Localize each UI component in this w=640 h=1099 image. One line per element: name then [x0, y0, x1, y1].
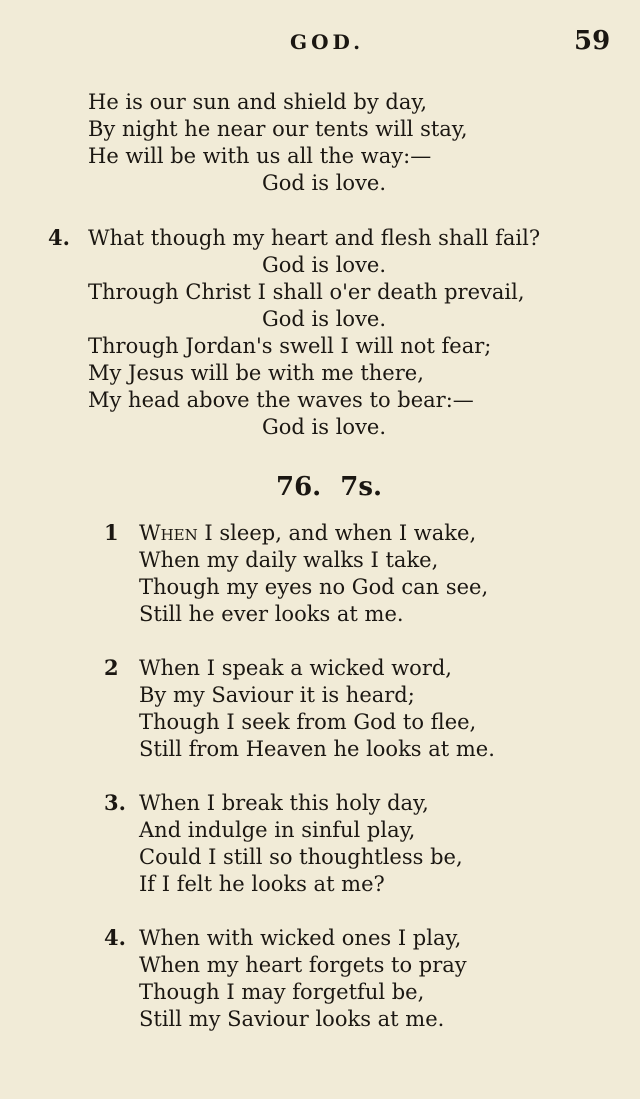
verse-line: By my Saviour it is heard;: [139, 683, 415, 707]
verse-line: He will be with us all the way:—: [88, 144, 432, 168]
verse-line: When with wicked ones I play,: [139, 926, 462, 950]
verse-line: Still from Heaven he looks at me.: [139, 737, 495, 761]
verse-line: If I felt he looks at me?: [139, 872, 385, 896]
verse-line: He is our sun and shield by day,: [88, 90, 428, 114]
stanza-number: 2: [104, 655, 119, 680]
verse-line: Still he ever looks at me.: [139, 602, 404, 626]
stanza-number: 3.: [104, 790, 126, 815]
stanza-number: 1: [104, 520, 119, 545]
stanza-number: 4.: [48, 225, 70, 250]
refrain-line: God is love.: [262, 171, 387, 195]
verse-line: Through Christ I shall o'er death prevail,: [88, 280, 525, 304]
first-line-rest: I sleep, and when I wake,: [197, 521, 477, 545]
verse-line: [139, 520, 476, 546]
stanza-number: 4.: [104, 925, 126, 950]
refrain-line: God is love.: [262, 307, 387, 331]
verse-line: Through Jordan's swell I will not fear;: [88, 334, 492, 358]
verse-line: My head above the waves to bear:—: [88, 388, 474, 412]
verse-line: And indulge in sinful play,: [139, 818, 416, 842]
verse-line: When I speak a wicked word,: [139, 656, 452, 680]
verse-line: Though I may forgetful be,: [139, 980, 425, 1004]
hymn-heading: 76. 7s.: [276, 472, 383, 502]
first-word: When: [139, 521, 198, 545]
refrain-line: God is love.: [262, 253, 387, 277]
verse-line: When my daily walks I take,: [139, 548, 439, 572]
refrain-line: God is love.: [262, 415, 387, 439]
verse-line: By night he near our tents will stay,: [88, 117, 468, 141]
verse-line: My Jesus will be with me there,: [88, 361, 424, 385]
verse-line: Could I still so thoughtless be,: [139, 845, 463, 869]
verse-line: When my heart forgets to pray: [139, 953, 467, 977]
page-number: 59: [574, 26, 611, 56]
verse-line: Though I seek from God to flee,: [139, 710, 477, 734]
verse-line: Though my eyes no God can see,: [139, 575, 489, 599]
running-header: GOD.: [290, 30, 365, 54]
verse-line: Still my Saviour looks at me.: [139, 1007, 445, 1031]
verse-line: When I break this holy day,: [139, 791, 429, 815]
verse-line: What though my heart and flesh shall fail?: [88, 226, 541, 250]
